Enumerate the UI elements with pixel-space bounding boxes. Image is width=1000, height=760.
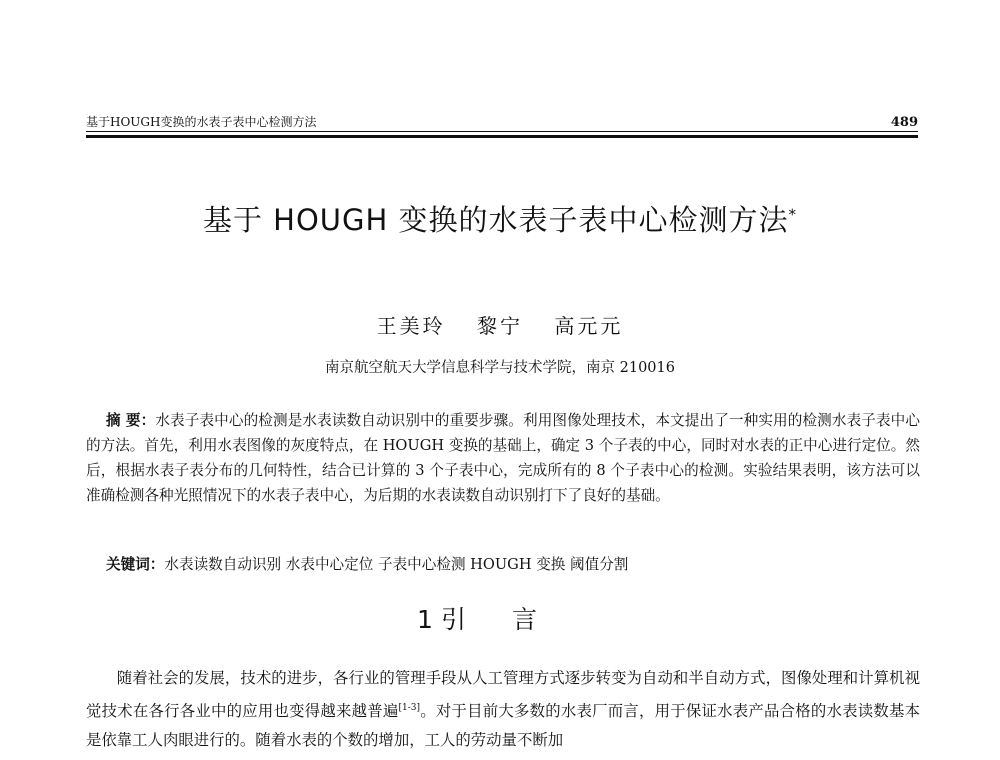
- body-text-part2: 。对于目前大多数的水表厂而言，用于保证水表产品合格的水表读数基本是依靠工人肉眼进行的。随着水表的个数的增加，工人的劳动量不断加: [86, 701, 920, 750]
- keywords: [106, 552, 926, 577]
- body-paragraph: [86, 664, 920, 756]
- abstract: [86, 408, 920, 508]
- title-footnote-mark: *: [788, 205, 798, 224]
- keywords-text: 水表读数自动识别 水表中心定位 子表中心检测 HOUGH 变换 阈值分割: [164, 556, 629, 573]
- paper-title: 基于 HOUGH 变换的水表子表中心检测方法: [202, 203, 789, 237]
- header-rule-thin: [86, 131, 918, 132]
- section-heading: [0, 600, 1000, 636]
- citation: [1-3]: [398, 702, 420, 713]
- running-head: [86, 113, 918, 130]
- paper-title-block: [0, 198, 1000, 239]
- section-number: 1: [417, 605, 433, 634]
- header-rule-thick: [86, 135, 918, 138]
- affiliation: 南京航空航天大学信息科学与技术学院，南京 210016: [325, 360, 675, 376]
- section-title: 引言: [440, 605, 583, 634]
- page-number: 489: [890, 115, 918, 130]
- abstract-label: 摘 要：: [106, 412, 156, 429]
- keywords-label: 关键词：: [106, 556, 165, 573]
- running-head-title: 基于HOUGH变换的水表子表中心检测方法: [86, 115, 317, 129]
- author-list: 王美玲 黎宁 高元元: [376, 314, 624, 338]
- body-text-part1: 随着社会的发展，技术的进步，各行业的管理手段从人工管理方式逐步转变为自动和半自动方式，图像处理和计算机视觉技术在各行各业中的应用也变得越来越普遍: [86, 669, 920, 720]
- abstract-text: 水表子表中心的检测是水表读数自动识别中的重要步骤。利用图像处理技术，本文提出了一种实用的检测水表子表中心的方法。首先，利用水表图像的灰度特点，在 HOUGH 变换的基础上，确定 3 个子表的中心，同时对水表的正中心进行定位。然后，根据水表子表分布的几何特性，结合已计算的 3 个子表中心，完成所有的 8 个子表中心的检测。实验结果表明，该方法可以准确检测各种光照情况下的水表子表中心，为后期的水表读数自动识别打下了良好的基础。: [86, 412, 920, 504]
